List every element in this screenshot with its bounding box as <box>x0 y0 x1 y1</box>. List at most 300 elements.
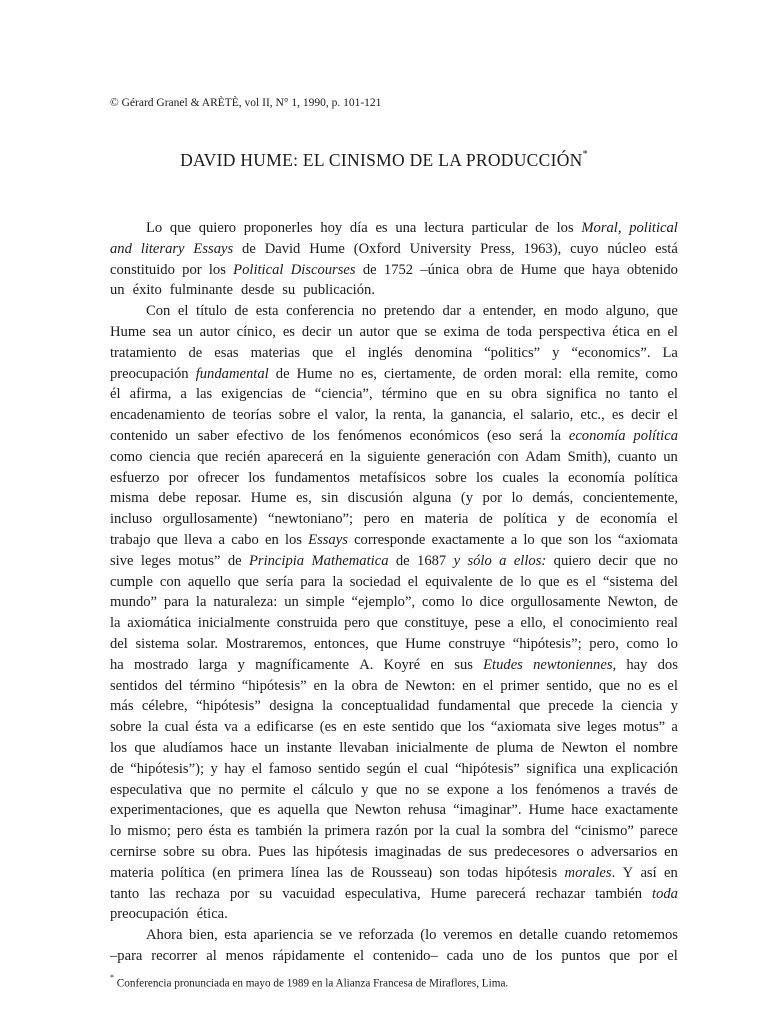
word: a <box>244 719 251 736</box>
word: Ahora <box>146 927 183 944</box>
word: de <box>291 427 305 444</box>
word: inicialmente <box>396 739 469 756</box>
word: los <box>312 427 330 444</box>
word: a <box>180 386 187 403</box>
word: su <box>259 885 273 902</box>
word: obra <box>511 386 538 403</box>
word: David <box>264 240 301 257</box>
word: incluso <box>110 511 153 528</box>
word: famoso <box>268 760 312 777</box>
word: quiero <box>553 552 591 569</box>
word: cada <box>446 947 474 964</box>
word: ciencia <box>621 698 663 715</box>
word: perspectiva <box>538 323 606 340</box>
word: mismo; <box>127 823 171 840</box>
word: por <box>229 885 250 902</box>
word: Hume <box>296 365 333 382</box>
word: política <box>633 427 678 444</box>
word: pretendo <box>383 303 435 320</box>
word: morales. <box>564 864 616 881</box>
word: adversarios <box>590 843 658 860</box>
word: conferencia <box>286 303 355 320</box>
body-line <box>110 218 678 239</box>
word: de <box>350 864 365 881</box>
word: teorías <box>232 407 272 424</box>
word: aquella <box>277 802 320 819</box>
word: siguiente <box>367 448 421 465</box>
word: una <box>583 760 605 777</box>
word: el <box>552 615 564 632</box>
word: política <box>634 469 678 486</box>
word: es <box>611 407 624 424</box>
word: los <box>467 719 485 736</box>
word: en <box>313 677 328 694</box>
word: permite <box>240 781 286 798</box>
word: sombra <box>502 823 546 840</box>
word: de <box>227 552 242 569</box>
word: reforzada <box>358 927 414 944</box>
word: dos <box>657 656 678 673</box>
word: uno <box>482 947 505 964</box>
word: el <box>407 573 419 590</box>
word: esas <box>214 344 239 361</box>
word: de <box>447 843 462 860</box>
word: a <box>510 531 518 548</box>
body-line <box>110 239 678 260</box>
word: pero <box>344 615 371 632</box>
body-line <box>110 551 678 572</box>
word: preocupación <box>110 906 189 923</box>
word: a <box>496 781 504 798</box>
word: designa <box>269 698 314 715</box>
word: Lo <box>146 220 163 236</box>
word: concientemente, <box>582 490 678 507</box>
word: sin <box>321 490 339 507</box>
word: el <box>667 677 678 694</box>
word: hay <box>626 656 648 673</box>
body-line <box>110 447 678 468</box>
word: sobre <box>278 407 311 424</box>
body-line <box>110 696 678 717</box>
word: el <box>615 739 626 756</box>
word: Etudes <box>483 656 523 673</box>
word: motus” <box>622 719 666 736</box>
word: lectura <box>424 220 464 236</box>
body-line <box>110 634 678 655</box>
word: su <box>282 282 296 299</box>
word: “hipótesis” <box>241 677 307 694</box>
word: Hume <box>430 885 467 902</box>
word: la <box>350 448 361 465</box>
word: los <box>476 469 494 486</box>
word: quiero <box>198 220 236 236</box>
body-line <box>110 946 678 967</box>
word: publicación. <box>303 282 375 299</box>
word: lo <box>110 823 122 840</box>
word: constituido <box>110 261 175 278</box>
word: (eso <box>487 427 512 444</box>
word: solar. <box>186 635 219 652</box>
word: de <box>211 407 226 424</box>
word: el <box>177 303 189 320</box>
word: de <box>499 261 514 278</box>
word: y <box>557 511 566 528</box>
body-line <box>110 301 678 322</box>
word: sentido, <box>546 677 592 694</box>
word: que <box>376 635 398 652</box>
word: tratamiento <box>110 344 177 361</box>
word: el <box>407 760 418 777</box>
word: –para <box>110 947 143 964</box>
word: “hipótesis”); <box>130 760 204 777</box>
word: leges <box>586 719 617 736</box>
word: un <box>178 323 193 340</box>
word: en <box>329 448 344 465</box>
word: metafísicos <box>359 469 426 486</box>
word: cálculo <box>311 781 354 798</box>
word: en <box>646 323 661 340</box>
footnote-text: Conferencia pronunciada en mayo de 1989 en la Alianza Francesa de Miraflores, Lima. <box>116 977 509 990</box>
word: no <box>626 677 642 694</box>
word: la <box>550 427 562 444</box>
word: Mathematica <box>311 552 389 569</box>
word: un <box>175 427 190 444</box>
word: Smith), <box>567 448 611 465</box>
word: de <box>384 677 399 694</box>
word: cuales <box>502 469 539 486</box>
word: las <box>149 885 166 902</box>
word: “cinismo” <box>574 823 634 840</box>
word: “sistema <box>602 573 654 590</box>
word: la <box>308 823 319 840</box>
word: sobre <box>163 843 195 860</box>
word: ello, <box>520 615 547 632</box>
word: de <box>540 739 555 756</box>
word: Newton: <box>405 677 456 694</box>
word: del <box>164 677 183 694</box>
word: las <box>292 843 309 860</box>
word: contenido– <box>372 947 438 964</box>
word: economía <box>568 427 626 444</box>
word: (lo <box>420 927 437 944</box>
word: hoy <box>320 220 343 236</box>
word: está <box>655 240 678 257</box>
word: y <box>552 344 560 361</box>
word: Hume <box>250 490 287 507</box>
word: núcleo <box>607 240 647 257</box>
word: que <box>538 573 560 590</box>
word: “politics” <box>484 344 541 361</box>
word: vacuidad <box>282 885 335 902</box>
word: materia <box>110 864 154 881</box>
word: él <box>110 386 121 403</box>
word: con <box>159 573 181 590</box>
body-line <box>110 884 678 905</box>
word: por <box>638 947 659 964</box>
word: como <box>645 365 678 382</box>
word: es <box>258 802 271 819</box>
word: no <box>663 552 678 569</box>
word: leges <box>140 552 171 569</box>
word: obra <box>466 261 493 278</box>
word: no <box>339 365 354 382</box>
word: cumple <box>110 573 153 590</box>
word: (en <box>212 864 231 881</box>
word: no <box>218 781 234 798</box>
word: la <box>485 823 497 840</box>
word: especulativa, <box>344 885 421 902</box>
word: modo <box>565 303 599 320</box>
body-line <box>110 592 678 613</box>
word: éxito <box>132 282 162 299</box>
word: cínico, <box>236 323 276 340</box>
word: los <box>510 781 528 798</box>
word: las <box>326 864 343 881</box>
word: que <box>436 386 458 403</box>
word: como <box>110 448 143 465</box>
word: también <box>255 823 303 840</box>
word: rechaza <box>175 885 220 902</box>
word: el <box>293 781 304 798</box>
word: Adam <box>525 448 561 465</box>
word: es <box>237 823 250 840</box>
word: 1752 <box>383 261 414 278</box>
word: para <box>300 573 326 590</box>
word: de <box>486 323 500 340</box>
word: que <box>519 698 541 715</box>
word: a <box>468 303 476 320</box>
word: rápidamente <box>272 947 345 964</box>
word: el <box>667 323 678 340</box>
word: es <box>375 220 388 236</box>
word: los <box>535 947 553 964</box>
word: esfuerzo <box>110 469 160 486</box>
word: “axiomata <box>490 719 551 736</box>
word: llevaban <box>339 739 389 756</box>
word: hace <box>230 739 258 756</box>
word: rehusa <box>407 802 447 819</box>
word: en <box>543 303 558 320</box>
word: fenómenos <box>535 781 600 798</box>
footnote <box>110 975 508 990</box>
word: materia <box>424 511 469 528</box>
body-line <box>110 676 678 697</box>
word: así <box>640 864 657 881</box>
body-line <box>110 280 678 301</box>
word: alguno, <box>605 303 650 320</box>
word: recién <box>224 448 261 465</box>
word: axiomática <box>127 615 192 632</box>
word: término <box>189 677 235 694</box>
word: pero <box>176 823 203 840</box>
body-line <box>110 468 678 489</box>
word: ética. <box>196 906 228 923</box>
word: detalle <box>519 927 559 944</box>
word: es, <box>361 365 377 382</box>
word: motus” <box>178 552 221 569</box>
word: de <box>362 261 377 278</box>
word: decir <box>631 407 661 424</box>
word: su <box>201 843 215 860</box>
word: Mostraremos, <box>225 635 307 652</box>
body-line <box>110 904 678 925</box>
body-line <box>110 738 678 759</box>
word: esta <box>224 927 247 944</box>
word: saber <box>197 427 229 444</box>
word: pero <box>363 511 390 528</box>
word: equivalente <box>425 573 493 590</box>
word: como <box>421 594 455 611</box>
body-line <box>110 925 678 946</box>
word: Essays <box>308 531 348 548</box>
word: un <box>284 594 299 611</box>
word: “hipótesis” <box>455 760 520 777</box>
word: de <box>479 511 493 528</box>
word: cernirse <box>110 843 157 860</box>
word: (es <box>319 719 337 736</box>
word: la <box>602 698 613 715</box>
word: Con <box>146 303 171 320</box>
body-line <box>110 426 678 447</box>
word: cuyo <box>570 240 599 257</box>
word: particular <box>471 220 528 236</box>
word: de <box>575 511 590 528</box>
word: (Oxford <box>353 240 401 257</box>
word: que <box>169 220 191 236</box>
word: exactamente <box>605 802 678 819</box>
word: de <box>110 760 124 777</box>
word: esta <box>255 303 279 320</box>
word: obra. <box>221 843 252 860</box>
word: constituye, <box>404 615 469 632</box>
word: materias <box>250 344 301 361</box>
word: hipótesis <box>505 864 558 881</box>
word: en <box>264 531 279 548</box>
word: generación <box>426 448 491 465</box>
word: razón <box>375 823 409 840</box>
word: predecesores <box>494 843 570 860</box>
word: todas <box>467 864 498 881</box>
word: tanto <box>629 386 659 403</box>
word: la <box>110 615 121 632</box>
word: Hume <box>520 261 557 278</box>
word: que <box>312 344 334 361</box>
word: los <box>284 531 302 548</box>
word: que <box>634 552 656 569</box>
word: a <box>507 615 514 632</box>
word: cuando <box>564 927 607 944</box>
word: denomina <box>414 344 473 361</box>
word: nombre <box>633 739 678 756</box>
word: ética <box>612 323 640 340</box>
word: hace <box>571 802 599 819</box>
word: el <box>345 344 356 361</box>
word: real <box>656 615 678 632</box>
word: que <box>230 802 252 819</box>
word: del <box>660 573 678 590</box>
word: “hipótesis”; <box>512 635 582 652</box>
word: ella <box>569 365 591 382</box>
word: encadenamiento <box>110 407 205 424</box>
word: veremos <box>442 927 493 944</box>
word: Essays <box>193 240 234 257</box>
word: obtenido <box>626 261 678 278</box>
word: (y <box>460 490 474 507</box>
word: fenómenos <box>337 427 402 444</box>
word: por <box>482 490 502 507</box>
word: través <box>621 781 657 798</box>
word: fundamental <box>195 365 269 382</box>
word: dar <box>442 303 462 320</box>
word: magníficamente <box>255 656 350 673</box>
body-line <box>110 780 678 801</box>
body-line <box>110 384 678 405</box>
word: conocimiento <box>569 615 650 632</box>
word: los <box>110 739 128 756</box>
word: apariencia <box>253 927 314 944</box>
word: “axiomata <box>617 531 678 548</box>
word: no <box>404 781 420 798</box>
word: inglés <box>367 344 403 361</box>
word: “economics”. <box>571 344 651 361</box>
word: economía <box>568 469 625 486</box>
word: la <box>322 698 333 715</box>
word: orgullosamente <box>510 594 601 611</box>
word: un <box>110 282 125 299</box>
word: mostrado <box>133 656 189 673</box>
word: remite, <box>597 365 639 382</box>
word: de <box>512 947 527 964</box>
word: aparecerá <box>267 448 324 465</box>
word: que <box>197 448 219 465</box>
word: los <box>594 531 612 548</box>
word: de <box>291 386 306 403</box>
word: en <box>400 511 415 528</box>
word: que <box>237 573 259 590</box>
word: que <box>134 739 156 756</box>
word: ésta <box>195 719 218 736</box>
word: political <box>629 220 678 236</box>
word: los <box>556 220 574 236</box>
word: económicos <box>409 427 480 444</box>
word: precede <box>548 698 594 715</box>
word: entender, <box>482 303 537 320</box>
word: de <box>664 781 678 798</box>
title-text: DAVID HUME: EL CINISMO DE LA PRODUCCIÓN <box>180 150 583 170</box>
word: ciertamente, <box>384 365 456 382</box>
word: será <box>519 427 543 444</box>
word: fulminante <box>169 282 234 299</box>
word: moral: <box>524 365 563 382</box>
word: el <box>667 947 678 964</box>
word: exigencias <box>221 386 283 403</box>
word: por <box>168 469 189 486</box>
word: puntos <box>561 947 601 964</box>
word: pero, <box>589 635 619 652</box>
word: que <box>540 531 562 548</box>
word: Koyré <box>383 656 421 673</box>
word: pese <box>474 615 501 632</box>
body-line <box>110 613 678 634</box>
word: sive <box>557 719 581 736</box>
word: es <box>566 573 579 590</box>
word: el <box>667 407 678 424</box>
word: sociedad <box>349 573 401 590</box>
word: misma <box>110 490 149 507</box>
word: pluma <box>496 739 534 756</box>
word: se <box>424 323 437 340</box>
word: una <box>395 220 417 236</box>
